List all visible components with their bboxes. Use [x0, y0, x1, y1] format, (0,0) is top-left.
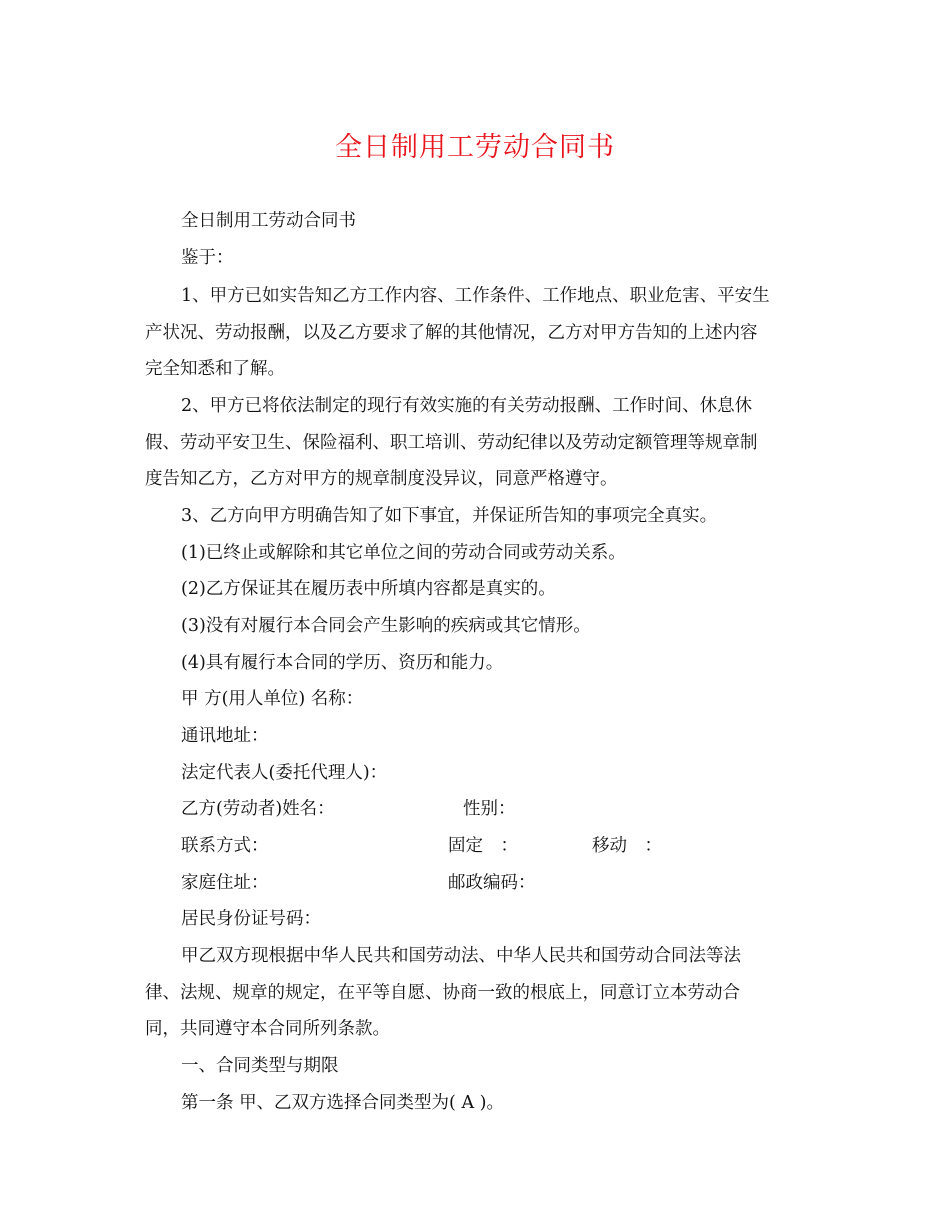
document-title: 全日制用工劳动合同书: [335, 132, 615, 163]
postal-code-label: 邮政编码：: [448, 873, 536, 893]
id-number-line: 居民身份证号码：: [181, 909, 321, 929]
worker-name-row: [181, 796, 781, 822]
whereas-line: 鉴于：: [181, 248, 234, 268]
item-4-line: (4)具有履行本合同的学历、资历和能力。: [181, 653, 504, 673]
agreement-line-2: 律、法规、规章的规定，在平等自愿、协商一致的根底上，同意订立本劳动合: [145, 983, 740, 1003]
subtitle-line: 全日制用工劳动合同书: [181, 211, 356, 231]
clause-2-line-3: 度告知乙方，乙方对甲方的规章制度没异议，同意严格遵守。: [145, 469, 618, 489]
clause-2-line-2: 假、劳动平安卫生、保险福利、职工培训、劳动纪律以及劳动定额管理等规章制: [145, 433, 758, 453]
agreement-line-1: 甲乙双方现根据中华人民共和国劳动法、中华人民共和国劳动合同法等法: [181, 946, 741, 966]
clause-3-line: 3、乙方向甲方明确告知了如下事宜，并保证所告知的事项完全真实。: [181, 506, 718, 526]
contact-label: 联系方式：: [181, 836, 269, 856]
gender-label: 性别：: [463, 799, 516, 819]
section-1-heading: 一、合同类型与期限: [181, 1056, 339, 1076]
agreement-line-3: 同，共同遵守本合同所列条款。: [145, 1019, 390, 1039]
item-3-line: (3)没有对履行本合同会产生影响的疾病或其它情形。: [181, 616, 591, 636]
employer-name-line: 甲 方(用人单位) 名称：: [181, 689, 364, 709]
mobile-label: 移动 ：: [592, 836, 662, 856]
clause-1-line-2: 产状况、劳动报酬，以及乙方要求了解的其他情况，乙方对甲方告知的上述内容: [145, 323, 758, 343]
clause-2-line-1: 2、甲方已将依法制定的现行有效实施的有关劳动报酬、工作时间、休息休: [181, 396, 753, 416]
home-address-row: [181, 870, 781, 896]
clause-1-line-3: 完全知悉和了解。: [145, 359, 285, 379]
worker-name-label: 乙方(劳动者)姓名：: [181, 799, 335, 819]
clause-1-line-1: 1、甲方已如实告知乙方工作内容、工作条件、工作地点、职业危害、平安生: [181, 286, 770, 306]
item-1-line: (1)已终止或解除和其它单位之间的劳动合同或劳动关系。: [181, 543, 626, 563]
home-address-label: 家庭住址：: [181, 873, 269, 893]
contact-row: [181, 833, 781, 859]
employer-address-line: 通讯地址：: [181, 726, 269, 746]
legal-representative-line: 法定代表人(委托代理人)：: [181, 763, 388, 783]
item-2-line: (2)乙方保证其在履历表中所填内容都是真实的。: [181, 579, 556, 599]
article-1-line: 第一条 甲、乙双方选择合同类型为( A )。: [181, 1093, 504, 1113]
landline-label: 固定 ：: [448, 836, 518, 856]
